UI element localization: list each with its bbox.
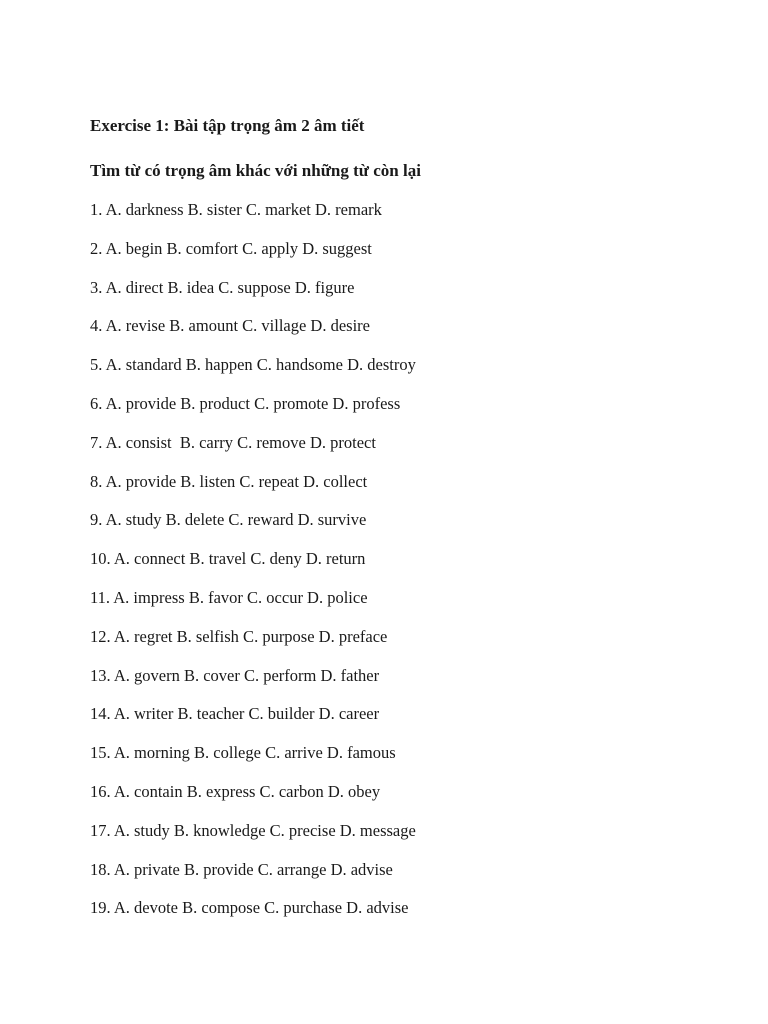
question-item: 15. A. morning B. college C. arrive D. famous [90,743,396,763]
question-item: 1. A. darkness B. sister C. market D. remark [90,200,382,219]
question-list [90,198,730,920]
question-item: 4. A. revise B. amount C. village D. desire [90,316,370,336]
question-item: 18. A. private B. provide C. arrange D. advise [90,859,393,879]
question-item: 11. A. impress B. favor C. occur D. police [90,587,368,607]
question-item: 8. A. provide B. listen C. repeat D. collect [90,471,368,491]
question-item: 9. A. study B. delete C. reward D. survive [90,510,367,530]
question-item: 17. A. study B. knowledge C. precise D. message [90,820,416,840]
exercise-instruction: Tìm từ có trọng âm khác với những từ còn lại [90,161,421,180]
question-item: 6. A. provide B. product C. promote D. profess [90,393,401,413]
document-page [90,114,730,935]
question-item: 7. A. consist B. carry C. remove D. protect [90,432,376,452]
question-item: 2. A. begin B. comfort C. apply D. suggest [90,238,372,258]
question-item: 14. A. writer B. teacher C. builder D. career [90,704,380,724]
question-item: 12. A. regret B. selfish C. purpose D. preface [90,626,388,646]
question-item: 13. A. govern B. cover C. perform D. father [90,665,380,685]
question-item: 10. A. connect B. travel C. deny D. return [90,549,366,569]
question-item: 16. A. contain B. express C. carbon D. obey [90,781,381,801]
question-item: 3. A. direct B. idea C. suppose D. figure [90,277,355,297]
question-item: 5. A. standard B. happen C. handsome D. destroy [90,355,416,375]
exercise-title: Exercise 1: Bài tập trọng âm 2 âm tiết [90,116,365,135]
question-item: 19. A. devote B. compose C. purchase D. advise [90,898,409,918]
